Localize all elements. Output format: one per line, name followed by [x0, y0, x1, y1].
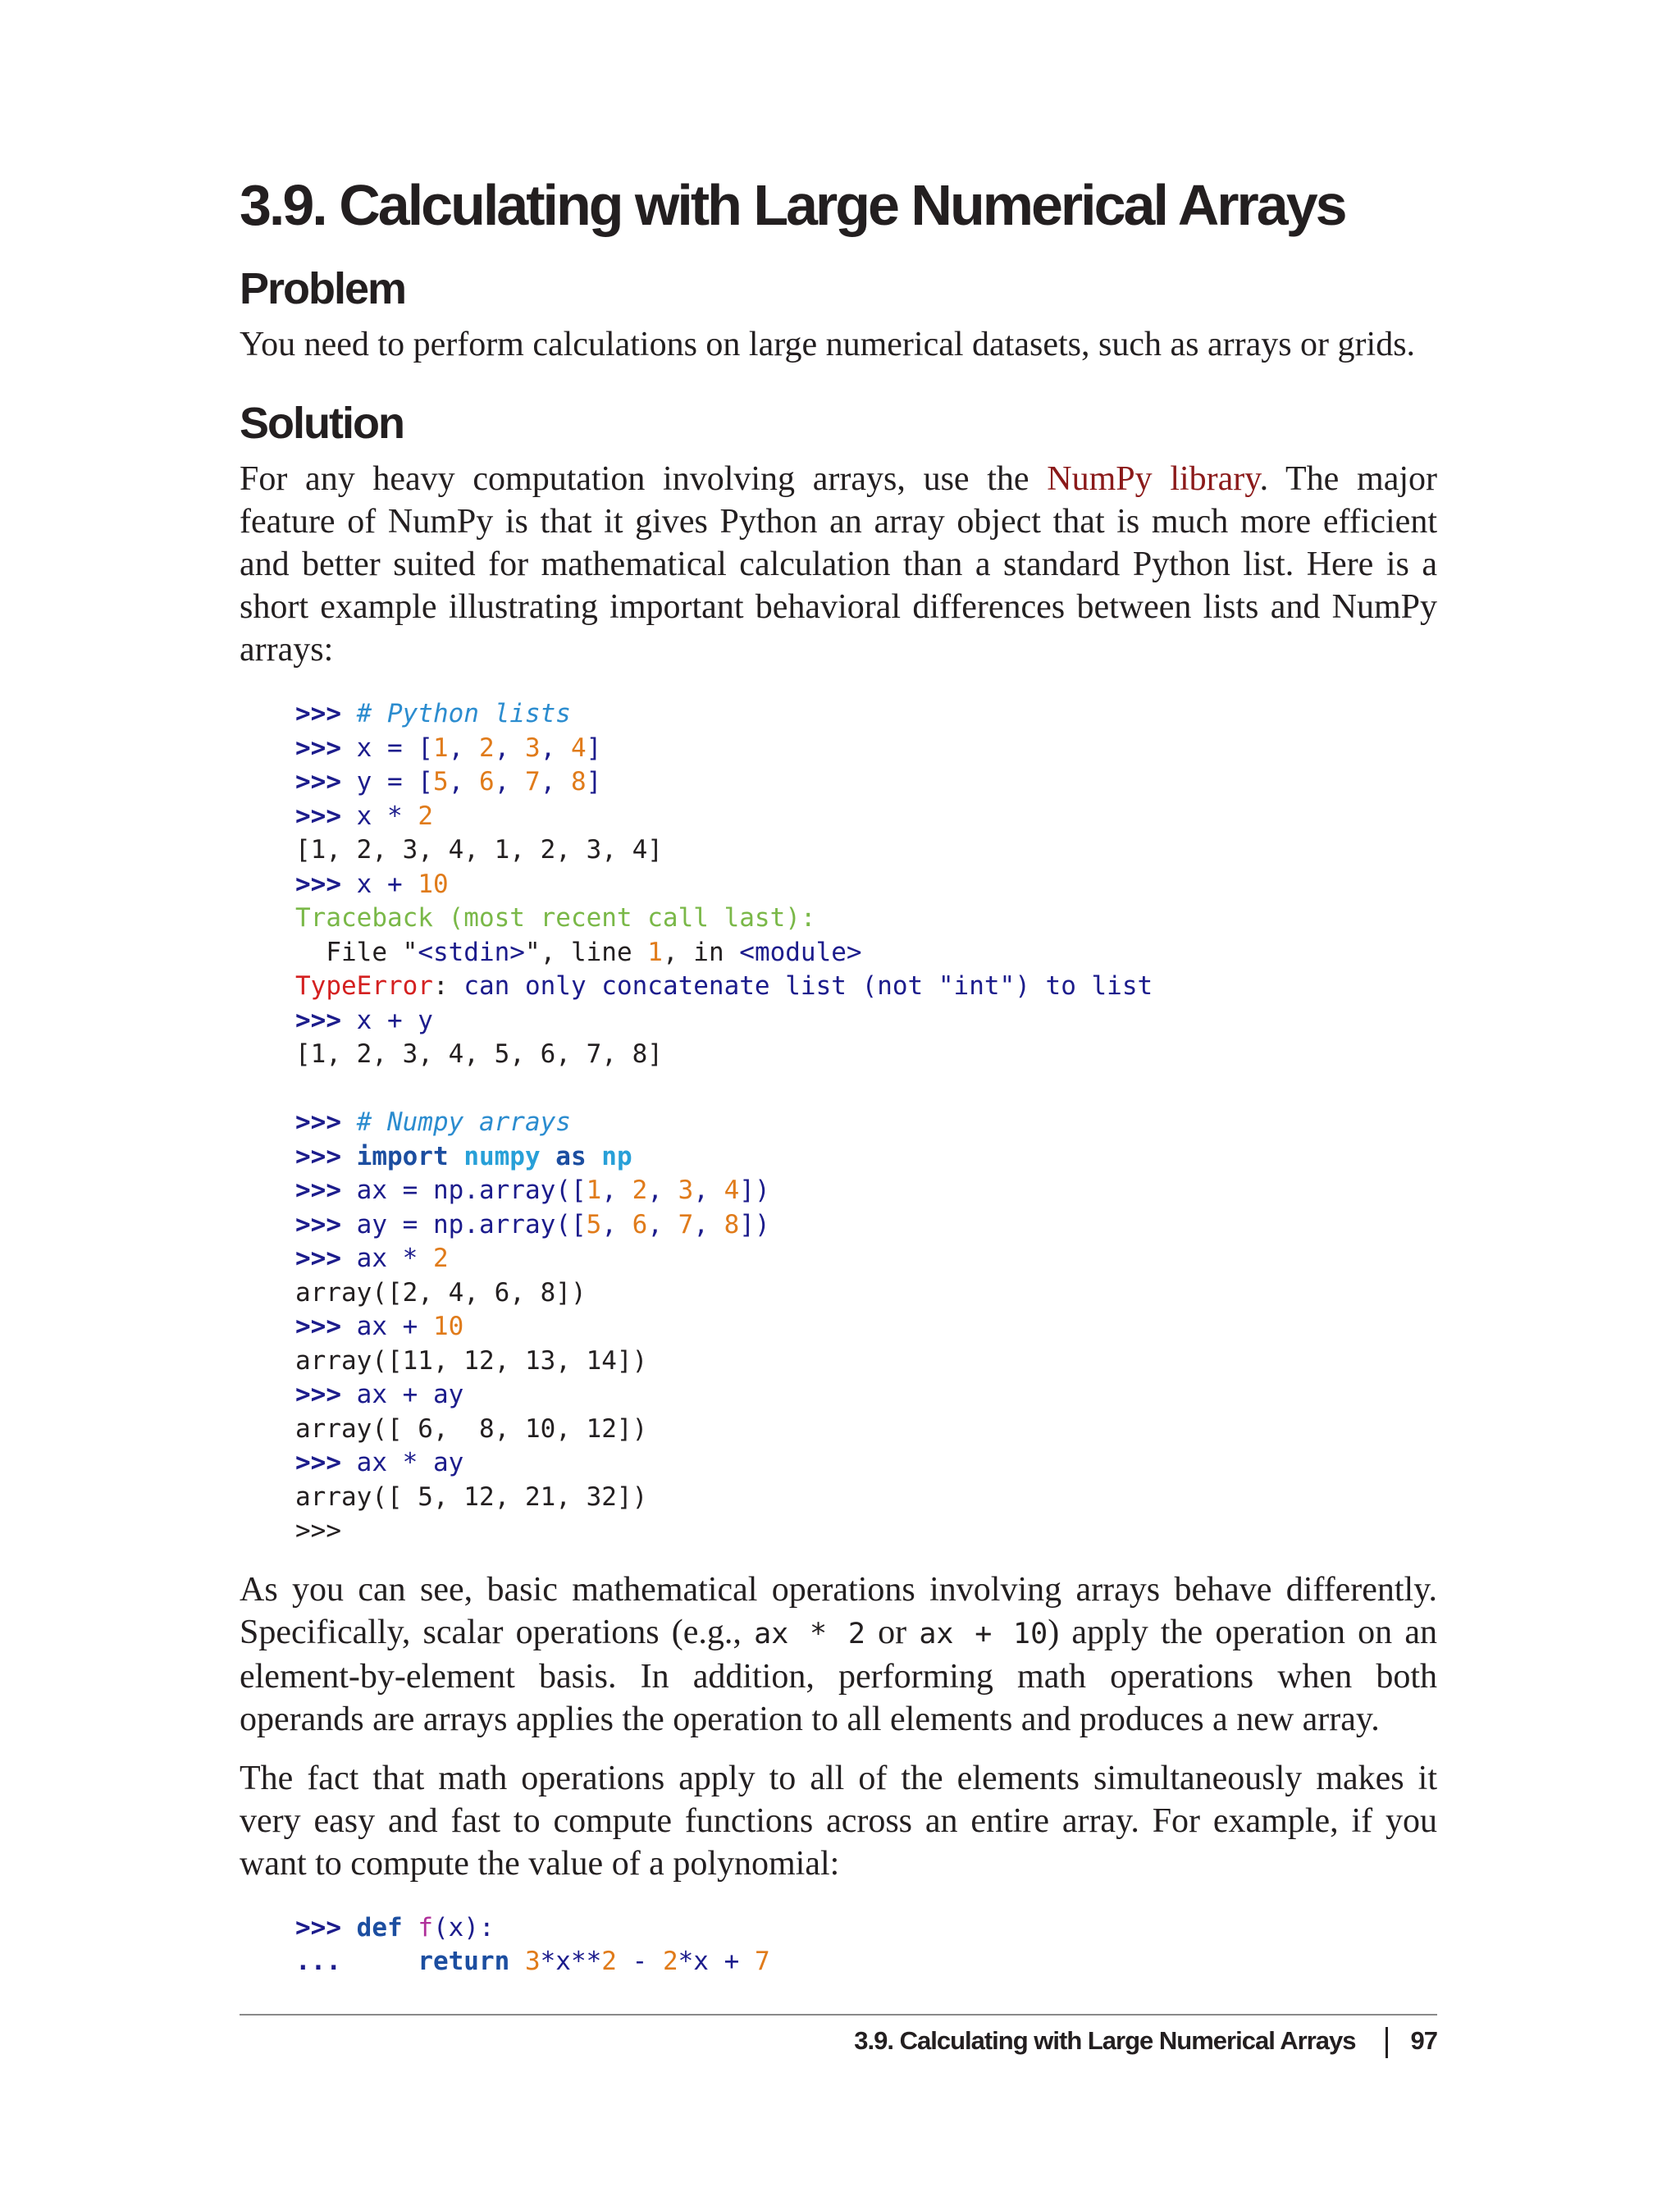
code-line [295, 697, 1437, 732]
code-token: 3 [678, 1176, 694, 1205]
code-line [295, 1140, 1437, 1175]
code-token: 2 [601, 1947, 617, 1976]
code-token: 3 [524, 733, 541, 763]
code-line [295, 1446, 1437, 1481]
code-token: >>> [295, 1516, 341, 1545]
code-line [295, 1413, 1437, 1447]
code-token: # Numpy arrays [356, 1107, 571, 1137]
code-token: <stdin> [418, 937, 525, 967]
code-token: ax + [356, 1312, 433, 1341]
code-token: ]) [739, 1176, 770, 1205]
code-token: 10 [432, 1312, 464, 1341]
code-line [295, 868, 1437, 902]
code-token: ... [295, 1947, 357, 1976]
code-token: def [356, 1912, 418, 1942]
code-token: >>> [295, 1141, 357, 1171]
code-token: >>> [295, 1312, 357, 1341]
code-token [357, 1947, 418, 1976]
code-token: 7 [678, 1209, 694, 1239]
code-token: , [647, 1209, 678, 1239]
code-token: ax + ay [356, 1380, 464, 1409]
code-token: >>> [295, 1448, 357, 1477]
code-token: (x): [432, 1912, 495, 1942]
code-token: , [540, 767, 571, 797]
code-token: >>> [295, 1380, 357, 1409]
code-token: >>> [295, 1912, 357, 1942]
code-token: 1 [432, 733, 449, 763]
code-token: >>> [295, 1244, 357, 1273]
code-token: 4 [570, 733, 587, 763]
code-token: import [356, 1141, 464, 1171]
code-token: , [448, 733, 479, 763]
code-token: [1, 2, 3, 4, 5, 6, 7, 8] [295, 1039, 663, 1069]
code-token: ax * ay [356, 1448, 464, 1477]
code-token: ", line [524, 937, 648, 967]
code-token: 2 [662, 1947, 678, 1976]
code-line [295, 1378, 1437, 1413]
code-token: array([ 5, 12, 21, 32]) [295, 1481, 648, 1512]
code-line [295, 732, 1437, 766]
code-token: , [448, 767, 479, 797]
code-line [295, 1208, 1437, 1243]
problem-heading: Problem [240, 264, 406, 313]
code-token: 7 [754, 1947, 770, 1976]
code-token: 1 [586, 1176, 602, 1205]
code-token: >>> [295, 733, 357, 763]
code-token: 2 [418, 801, 433, 831]
code-line [295, 1310, 1437, 1344]
code-token: >>> [295, 869, 357, 899]
code-line [295, 1911, 1437, 1946]
code-line [295, 1174, 1437, 1208]
code-token: 8 [724, 1209, 740, 1239]
code-token: can only concatenate list (not "int") to list [463, 971, 1153, 1001]
code-token: , [693, 1209, 724, 1239]
code-line [295, 1242, 1437, 1276]
code-token: return [418, 1947, 525, 1976]
page-footer [854, 2026, 1437, 2058]
inline-code-ax-times-2: ax * 2 [754, 1617, 865, 1650]
code-token: array([11, 12, 13, 14]) [295, 1345, 648, 1376]
code-line [295, 1004, 1437, 1039]
code-token: 1 [647, 937, 663, 967]
code-token: ay = np.array([ [356, 1209, 587, 1239]
code-token: , [647, 1176, 678, 1205]
code-token: as [540, 1141, 602, 1171]
code-token: File " [295, 937, 418, 967]
code-token: <module> [739, 937, 862, 967]
para1-text-after: . The major feature of NumPy is that it gives Python an array object that is much more efficient and better suited for mathematical calculation than a standard Python list. Here is a short example illustrating important behavioral differences between lists and NumPy arrays: [240, 460, 1437, 669]
code-token: >>> [295, 1005, 357, 1035]
code-token: numpy [463, 1141, 541, 1171]
code-token: 2 [478, 733, 495, 763]
code-line [295, 1106, 1437, 1140]
code-line [295, 1276, 1437, 1311]
footer-section-title: 3.9. Calculating with Large Numerical Arrays [854, 2026, 1356, 2055]
code-block-polynomial [295, 1911, 1437, 1979]
code-token: ] [586, 733, 602, 763]
code-line [295, 970, 1437, 1004]
code-token: , [693, 1176, 724, 1205]
code-token: , [540, 733, 571, 763]
code-token: x + [356, 869, 418, 899]
code-token: , [494, 767, 525, 797]
code-token: f [418, 1912, 433, 1942]
code-line [295, 1481, 1437, 1515]
code-line [295, 1514, 1437, 1549]
code-token: 8 [570, 767, 587, 797]
code-token: y = [ [356, 767, 433, 797]
code-line [295, 765, 1437, 800]
code-token: >>> [295, 801, 357, 831]
code-token: 6 [632, 1209, 648, 1239]
code-token: ax = np.array([ [356, 1176, 587, 1205]
code-token: [1, 2, 3, 4, 1, 2, 3, 4] [295, 835, 663, 865]
code-line [295, 1072, 1437, 1107]
code-token: ] [586, 767, 602, 797]
code-token: array([2, 4, 6, 8]) [295, 1277, 587, 1308]
code-token: 5 [432, 767, 449, 797]
code-token: x + y [356, 1005, 433, 1035]
code-token: *x** [540, 1947, 602, 1976]
code-token: # Python lists [356, 699, 571, 728]
para2-text-a: As you can see, basic mathematical operations involving arrays behave differently. Specifically, scalar operations (e.g., [240, 1570, 1437, 1651]
code-token: 7 [524, 767, 541, 797]
page-content [240, 164, 1437, 1979]
inline-code-ax-plus-10: ax + 10 [919, 1617, 1048, 1650]
code-token: >>> [295, 767, 357, 797]
solution-paragraph-1 [240, 458, 1437, 671]
code-token: 10 [418, 869, 449, 899]
problem-text: You need to perform calculations on large numerical datasets, such as arrays or grids. [240, 326, 1416, 363]
code-token: 2 [632, 1176, 648, 1205]
para2-text-b: or [865, 1613, 920, 1651]
para2-text-c: ) apply the operation on an element-by-element basis. In addition, performing math operations when both operands are arrays applies the operation to all elements and produces a new array. [240, 1613, 1437, 1738]
code-token: 6 [478, 767, 495, 797]
footer-divider [240, 2014, 1437, 2016]
code-token: *x + [678, 1947, 755, 1976]
code-token: - [616, 1947, 663, 1976]
code-token: x * [356, 801, 418, 831]
code-token: Traceback (most recent call last): [295, 903, 816, 933]
solution-paragraph-2 [240, 1568, 1437, 1741]
code-token: >>> [295, 1107, 357, 1137]
code-token: , [601, 1176, 632, 1205]
solution-paragraph-3: The fact that math operations apply to all of the elements simultaneously makes it very easy and fast to compute functions across an entire array. For example, if you want to compute the value of a polynomial: [240, 1759, 1437, 1883]
code-token: 4 [724, 1176, 740, 1205]
code-line [295, 833, 1437, 868]
code-token: , [601, 1209, 632, 1239]
code-token: array([ 6, 8, 10, 12]) [295, 1413, 648, 1444]
code-token: >>> [295, 1176, 357, 1205]
code-token: ax * [356, 1244, 433, 1273]
para1-text-before: For any heavy computation involving arrays, use the [240, 460, 1048, 498]
numpy-library-link[interactable]: NumPy library [1047, 460, 1260, 498]
code-line [295, 1038, 1437, 1072]
code-token: 5 [586, 1209, 602, 1239]
code-line [295, 902, 1437, 936]
code-token: , in [662, 937, 740, 967]
code-token: 3 [524, 1947, 541, 1976]
code-token: >>> [295, 699, 357, 728]
code-token: TypeError [295, 971, 433, 1001]
code-token: : [432, 971, 464, 1001]
code-token: , [494, 733, 525, 763]
code-token: x = [ [356, 733, 433, 763]
code-token: np [601, 1141, 632, 1171]
code-line [295, 1945, 1437, 1979]
page-number: 97 [1410, 2026, 1437, 2055]
code-token: 2 [432, 1244, 449, 1273]
code-block-python-lists-numpy [295, 697, 1437, 1549]
section-title: 3.9. Calculating with Large Numerical Arrays [240, 173, 1345, 237]
solution-heading: Solution [240, 399, 404, 448]
code-line [295, 1344, 1437, 1379]
code-line [295, 936, 1437, 970]
code-token: >>> [295, 1209, 357, 1239]
code-token: ]) [739, 1209, 770, 1239]
code-line [295, 800, 1437, 834]
footer-separator [1386, 2027, 1388, 2058]
